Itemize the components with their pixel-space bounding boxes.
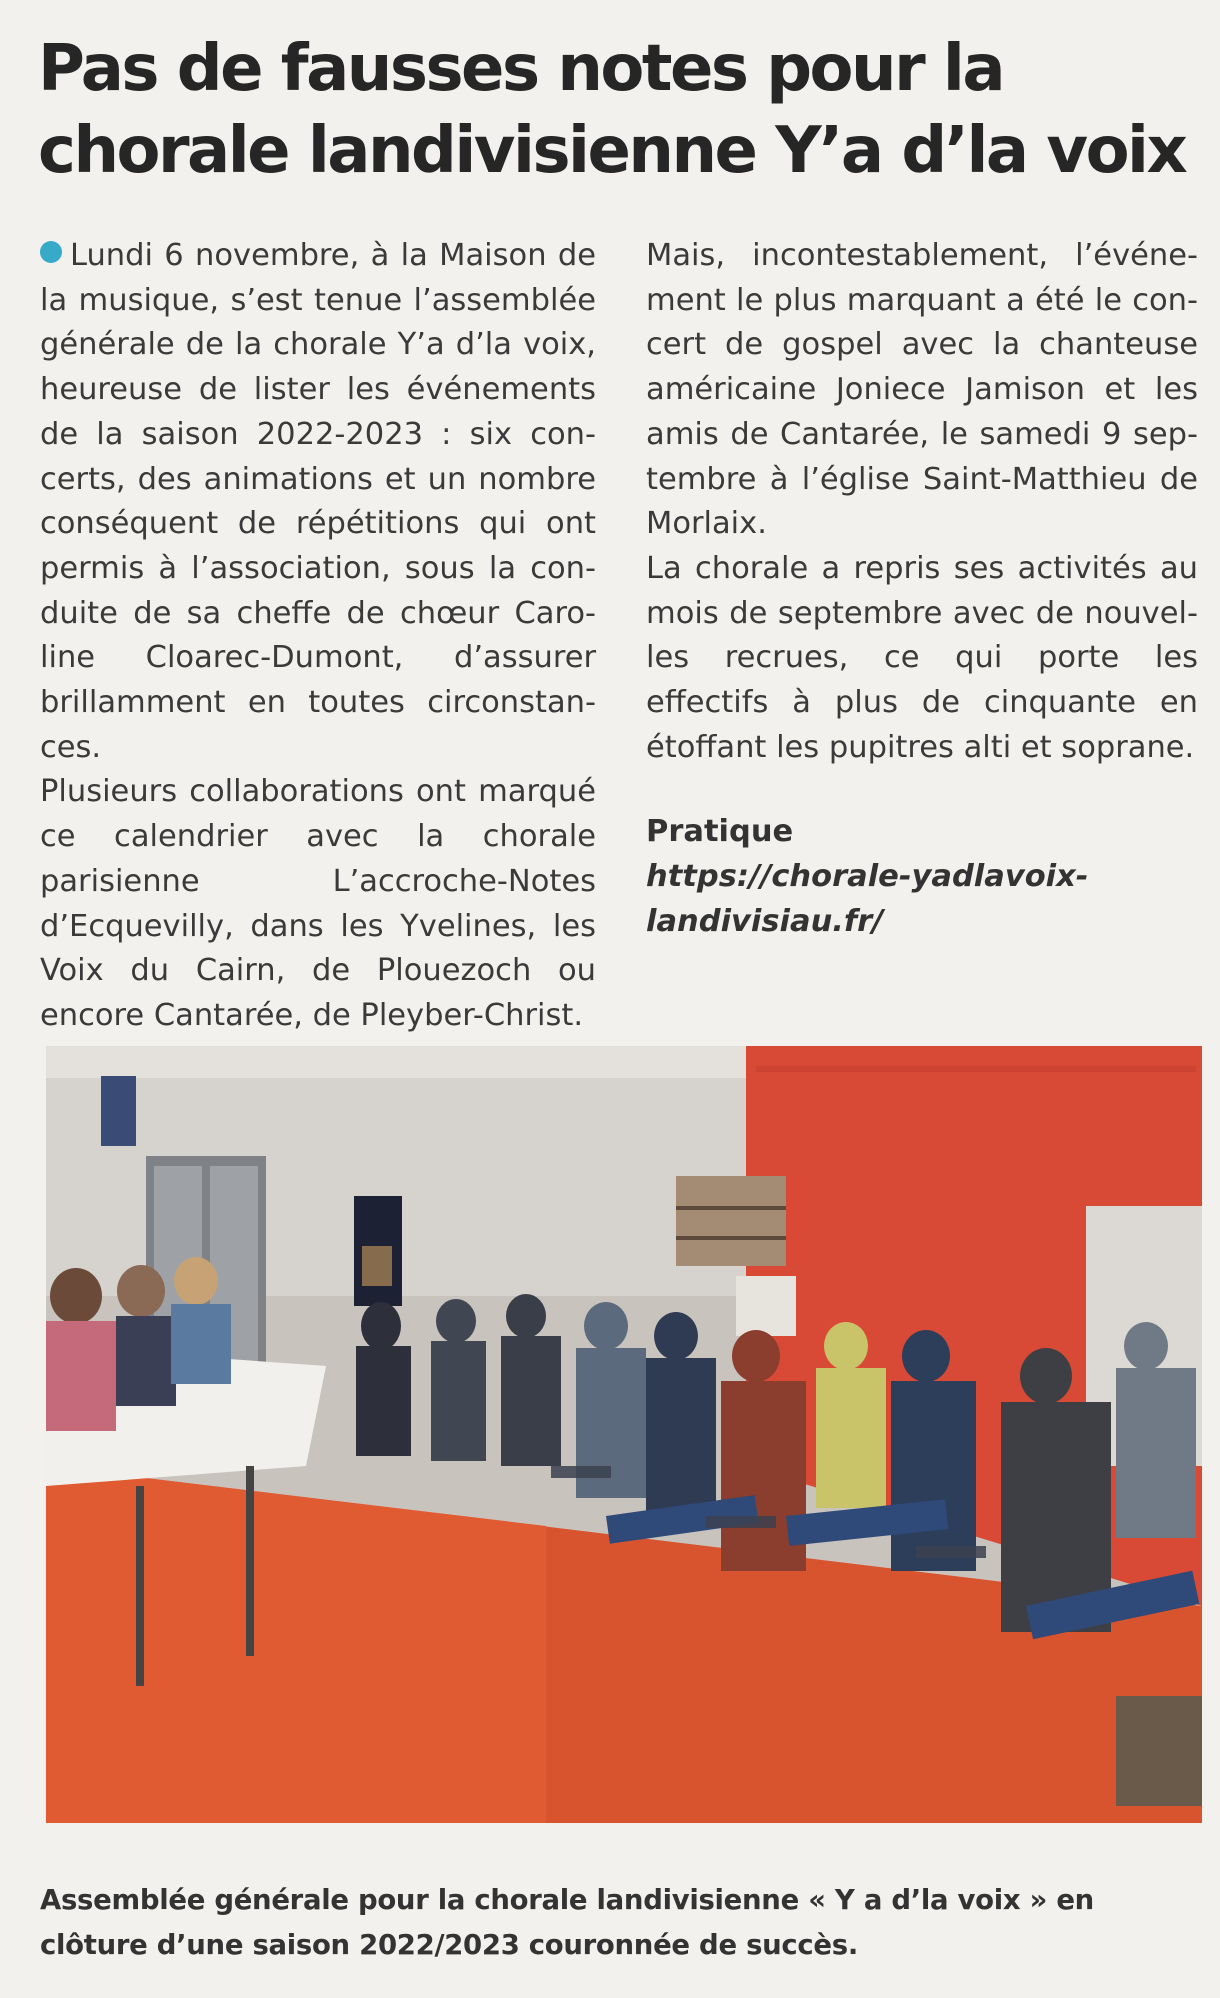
pratique-url-link[interactable]: https://chorale-yadlavoix-landivisiau.fr/ <box>646 859 1089 939</box>
pratique-label: Pratique <box>646 814 794 850</box>
article-paragraph-3: Mais, incontestablement, l’événement le plus marquant a été le concert de gospel avec la chanteuse américaine Joniece Jamison et les amis de Cantarée, le samedi 9 septembre à l’église Saint-Matthieu de Morlaix. <box>646 238 1198 542</box>
headline-line-1: Pas de fausses notes pour la <box>38 32 1004 106</box>
article-paragraph-4: La chorale a repris ses activités au mois de septembre avec de nouvelles recrues, ce qui porte les effectifs à plus de cinquante en étoffant les pupitres alti et soprane. <box>646 550 1198 765</box>
photo-caption: Assemblée générale pour la chorale landivisienne « Y a d’la voix » en clôture d’une saison 2022/2023 couronnée de succès. <box>40 1884 1094 1961</box>
article-column-left <box>40 234 596 1039</box>
bullet-dot-icon <box>40 241 62 263</box>
article-column-right <box>646 234 1198 945</box>
headline <box>38 28 1198 192</box>
paragraph-1-text: Lundi 6 novembre, à la Maison de la musique, s’est tenue l’assemblée générale de la chorale Y’a d’la voix, heureuse de lister les événements de la saison 2022-2023 : six concerts, des animations et un nombre conséquent de répétitions qui ont permis à l’association, sous la conduite de sa cheffe de chœur Caroline Cloarec-Dumont, d’assurer brillamment en toutes circonstances. <box>40 238 596 765</box>
article-paragraph-2: Plusieurs collaborations ont marqué ce calendrier avec la chorale parisienne L’accroche-Notes d’Ecquevilly, dans les Yvelines, les Voix du Cairn, de Plouezoch ou encore Cantarée, de Pleyber-Christ. <box>40 774 596 1033</box>
meeting-photo <box>46 1046 1202 1823</box>
article-paragraph-1 <box>40 234 596 770</box>
meeting-photo-illustration <box>46 1046 1202 1823</box>
headline-line-2: chorale landivisienne Y’a d’la voix <box>38 114 1186 188</box>
